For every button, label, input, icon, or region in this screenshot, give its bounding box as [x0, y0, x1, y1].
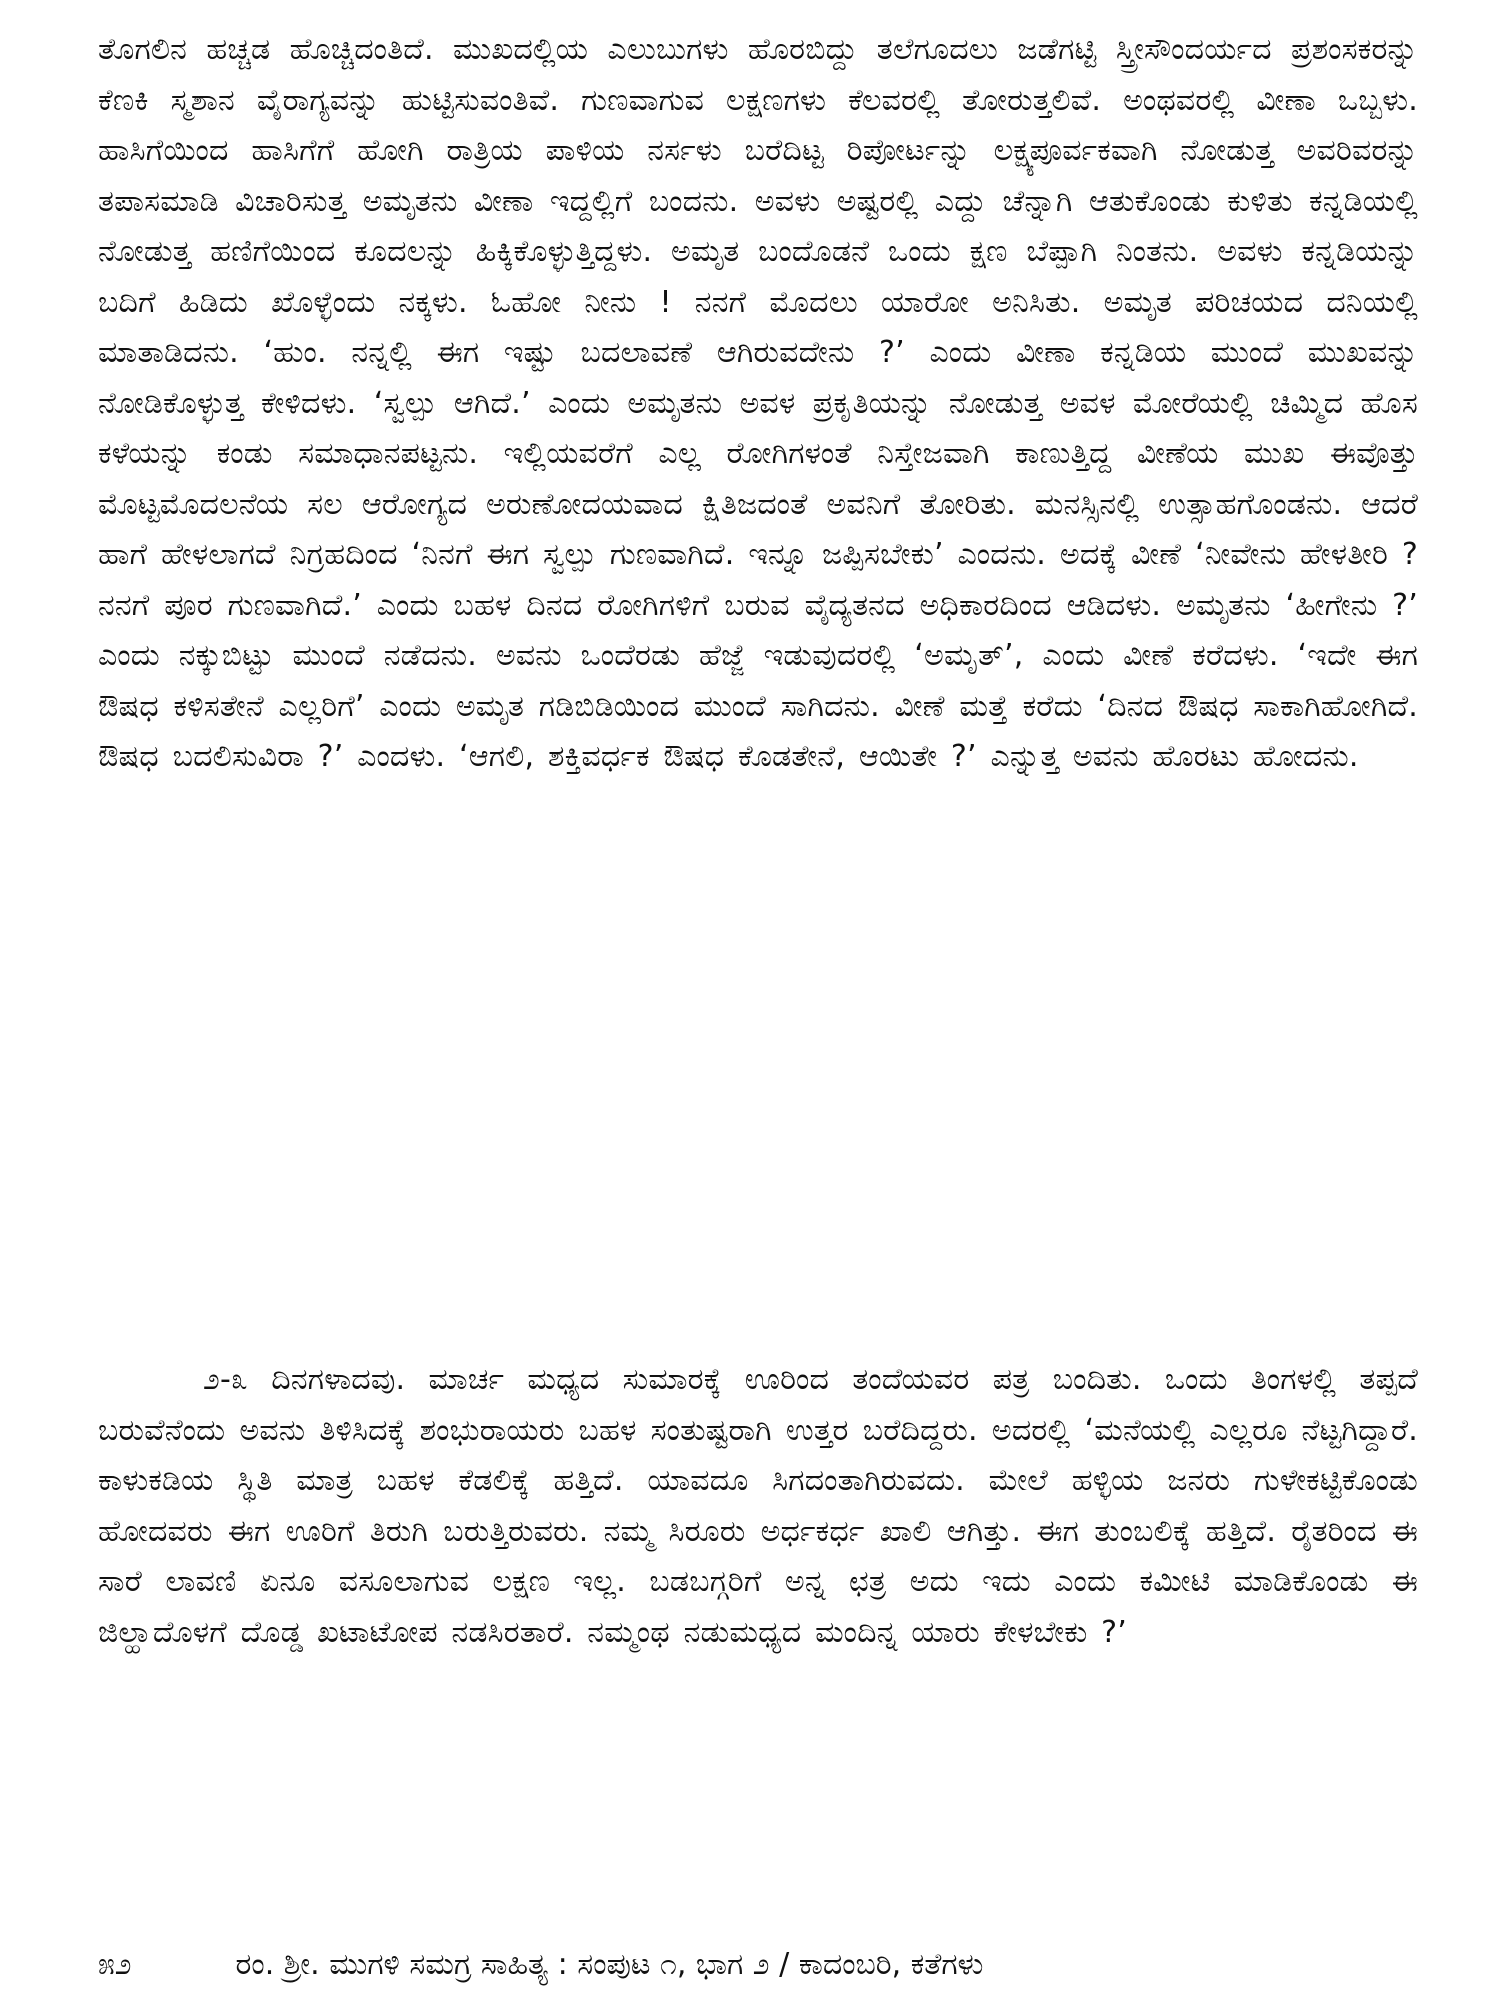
running-title: ರಂ. ಶ್ರೀ. ಮುಗಳಿ ಸಮಗ್ರ ಸಾಹಿತ್ಯ : ಸಂಪುಟ ೧, ಭಾಗ ೨ / ಕಾದಂಬರಿ, ಕತೆಗಳು [235, 1947, 984, 1982]
running-footer [98, 1945, 1418, 1985]
body-paragraph-1: ತೊಗಲಿನ ಹಚ್ಚಡ ಹೊಚ್ಚಿದಂತಿದೆ. ಮುಖದಲ್ಲಿಯ ಎಲುಬುಗಳು ಹೊರಬಿದ್ದು ತಲೆಗೂದಲು ಜಡೆಗಟ್ಟಿ ಸ್ತ್ರೀಸೌಂದರ್ಯದ ಪ್ರಶಂಸಕರನ್ನು ಕೆಣಕಿ ಸ್ಮಶಾನ ವೈರಾಗ್ಯವನ್ನು ಹುಟ್ಟಿಸುವಂತಿವೆ. ಗುಣವಾಗುವ ಲಕ್ಷಣಗಳು ಕೆಲವರಲ್ಲಿ ತೋರುತ್ತಲಿವೆ. ಅಂಥವರಲ್ಲಿ ವೀಣಾ ಒಬ್ಬಳು. ಹಾಸಿಗೆಯಿಂದ ಹಾಸಿಗೆಗೆ ಹೋಗಿ ರಾತ್ರಿಯ ಪಾಳಿಯ ನರ್ಸಳು ಬರೆದಿಟ್ಟ ರಿಪೋರ್ಟನ್ನು ಲಕ್ಷ್ಯಪೂರ್ವಕವಾಗಿ ನೋಡುತ್ತ ಅವರಿವರನ್ನು ತಪಾಸಮಾಡಿ ವಿಚಾರಿಸುತ್ತ ಅಮೃತನು ವೀಣಾ ಇದ್ದಲ್ಲಿಗೆ ಬಂದನು. ಅವಳು ಅಷ್ಟರಲ್ಲಿ ಎದ್ದು ಚೆನ್ನಾಗಿ ಆತುಕೊಂಡು ಕುಳಿತು ಕನ್ನಡಿಯಲ್ಲಿ ನೋಡುತ್ತ ಹಣಿಗೆಯಿಂದ ಕೂದಲನ್ನು ಹಿಕ್ಕಿಕೊಳ್ಳುತ್ತಿದ್ದಳು. ಅಮೃತ ಬಂದೊಡನೆ ಒಂದು ಕ್ಷಣ ಬೆಪ್ಪಾಗಿ ನಿಂತನು. ಅವಳು ಕನ್ನಡಿಯನ್ನು ಬದಿಗೆ ಹಿಡಿದು ಖೊಳ್ಳೆಂದು ನಕ್ಕಳು. ಓಹೋ ನೀನು ! ನನಗೆ ಮೊದಲು ಯಾರೋ ಅನಿಸಿತು. ಅಮೃತ ಪರಿಚಯದ ದನಿಯಲ್ಲಿ ಮಾತಾಡಿದನು. ‘ಹುಂ. ನನ್ನಲ್ಲಿ ಈಗ ಇಷ್ಟು ಬದಲಾವಣೆ ಆಗಿರುವದೇನು ?’ ಎಂದು ವೀಣಾ ಕನ್ನಡಿಯ ಮುಂದೆ ಮುಖವನ್ನು ನೋಡಿಕೊಳ್ಳುತ್ತ ಕೇಳಿದಳು. ‘ಸ್ವಲ್ಪು ಆಗಿದೆ.’ ಎಂದು ಅಮೃತನು ಅವಳ ಪ್ರಕೃತಿಯನ್ನು ನೋಡುತ್ತ ಅವಳ ಮೋರೆಯಲ್ಲಿ ಚಿಮ್ಮಿದ ಹೊಸ ಕಳೆಯನ್ನು ಕಂಡು ಸಮಾಧಾನಪಟ್ಟನು. ಇಲ್ಲಿಯವರೆಗೆ ಎಲ್ಲ ರೋಗಿಗಳಂತೆ ನಿಸ್ತೇಜವಾಗಿ ಕಾಣುತ್ತಿದ್ದ ವೀಣೆಯ ಮುಖ ಈವೊತ್ತು ಮೊಟ್ಟಮೊದಲನೆಯ ಸಲ ಆರೋಗ್ಯದ ಅರುಣೋದಯವಾದ ಕ್ಷಿತಿಜದಂತೆ ಅವನಿಗೆ ತೋರಿತು. ಮನಸ್ಸಿನಲ್ಲಿ ಉತ್ಸಾಹಗೊಂಡನು. ಆದರೆ ಹಾಗೆ ಹೇಳಲಾಗದೆ ನಿಗ್ರಹದಿಂದ ‘ನಿನಗೆ ಈಗ ಸ್ವಲ್ಪು ಗುಣವಾಗಿದೆ. ಇನ್ನೂ ಜಪ್ಪಿಸಬೇಕು’ ಎಂದನು. ಅದಕ್ಕೆ ವೀಣೆ ‘ನೀವೇನು ಹೇಳತೀರಿ ? ನನಗೆ ಪೂರ ಗುಣವಾಗಿದೆ.’ ಎಂದು ಬಹಳ ದಿನದ ರೋಗಿಗಳಿಗೆ ಬರುವ ವೈದ್ಯತನದ ಅಧಿಕಾರದಿಂದ ಆಡಿದಳು. ಅಮೃತನು ‘ಹೀಗೇನು ?’ ಎಂದು ನಕ್ಕುಬಿಟ್ಟು ಮುಂದೆ ನಡೆದನು. ಅವನು ಒಂದೆರಡು ಹೆಜ್ಜೆ ಇಡುವುದರಲ್ಲಿ ‘ಅಮೃತ್’, ಎಂದು ವೀಣೆ ಕರೆದಳು. ‘ಇದೇ ಈಗ ಔಷಧ ಕಳಿಸತೇನೆ ಎಲ್ಲರಿಗೆ’ ಎಂದು ಅಮೃತ ಗಡಿಬಿಡಿಯಿಂದ ಮುಂದೆ ಸಾಗಿದನು. ವೀಣೆ ಮತ್ತೆ ಕರೆದು ‘ದಿನದ ಔಷಧ ಸಾಕಾಗಿಹೋಗಿದೆ. ಔಷಧ ಬದಲಿಸುವಿರಾ ?’ ಎಂದಳು. ‘ಆಗಲಿ, ಶಕ್ತಿವರ್ಧಕ ಔಷಧ ಕೊಡತೇನೆ, ಆಯಿತೇ ?’ ಎನ್ನುತ್ತ ಅವನು ಹೊರಟು ಹೋದನು. [98, 32, 1418, 774]
body-paragraph-2: ೨-೩ ದಿನಗಳಾದವು. ಮಾರ್ಚ ಮಧ್ಯದ ಸುಮಾರಕ್ಕೆ ಊರಿಂದ ತಂದೆಯವರ ಪತ್ರ ಬಂದಿತು. ಒಂದು ತಿಂಗಳಲ್ಲಿ ತಪ್ಪದೆ ಬರುವೆನೆಂದು ಅವನು ತಿಳಿಸಿದಕ್ಕೆ ಶಂಭುರಾಯರು ಬಹಳ ಸಂತುಷ್ಟರಾಗಿ ಉತ್ತರ ಬರೆದಿದ್ದರು. ಅದರಲ್ಲಿ ‘ಮನೆಯಲ್ಲಿ ಎಲ್ಲರೂ ನೆಟ್ಟಗಿದ್ದಾರೆ. ಕಾಳುಕಡಿಯ ಸ್ಥಿತಿ ಮಾತ್ರ ಬಹಳ ಕೆಡಲಿಕ್ಕೆ ಹತ್ತಿದೆ. ಯಾವದೂ ಸಿಗದಂತಾಗಿರುವದು. ಮೇಲೆ ಹಳ್ಳಿಯ ಜನರು ಗುಳೇಕಟ್ಟಿಕೊಂಡು ಹೋದವರು ಈಗ ಊರಿಗೆ ತಿರುಗಿ ಬರುತ್ತಿರುವರು. ನಮ್ಮ ಸಿರೂರು ಅರ್ಧಕರ್ಧ ಖಾಲಿ ಆಗಿತ್ತು. ಈಗ ತುಂಬಲಿಕ್ಕೆ ಹತ್ತಿದೆ. ರೈತರಿಂದ ಈ ಸಾರೆ ಲಾವಣಿ ಏನೂ ವಸೂಲಾಗುವ ಲಕ್ಷಣ ಇಲ್ಲ. ಬಡಬಗ್ಗರಿಗೆ ಅನ್ನ ಛತ್ರ ಅದು ಇದು ಎಂದು ಕಮೀಟಿ ಮಾಡಿಕೊಂಡು ಈ ಜಿಲ್ಹಾದೊಳಗೆ ದೊಡ್ಡ ಖಟಾಟೋಪ ನಡಸಿರತಾರೆ. ನಮ್ಮಂಥ ನಡುಮಧ್ಯದ ಮಂದಿನ್ನ ಯಾರು ಕೇಳಬೇಕು ?’ [98, 1362, 1418, 1650]
page-number: ೫೨ [98, 1947, 132, 1982]
